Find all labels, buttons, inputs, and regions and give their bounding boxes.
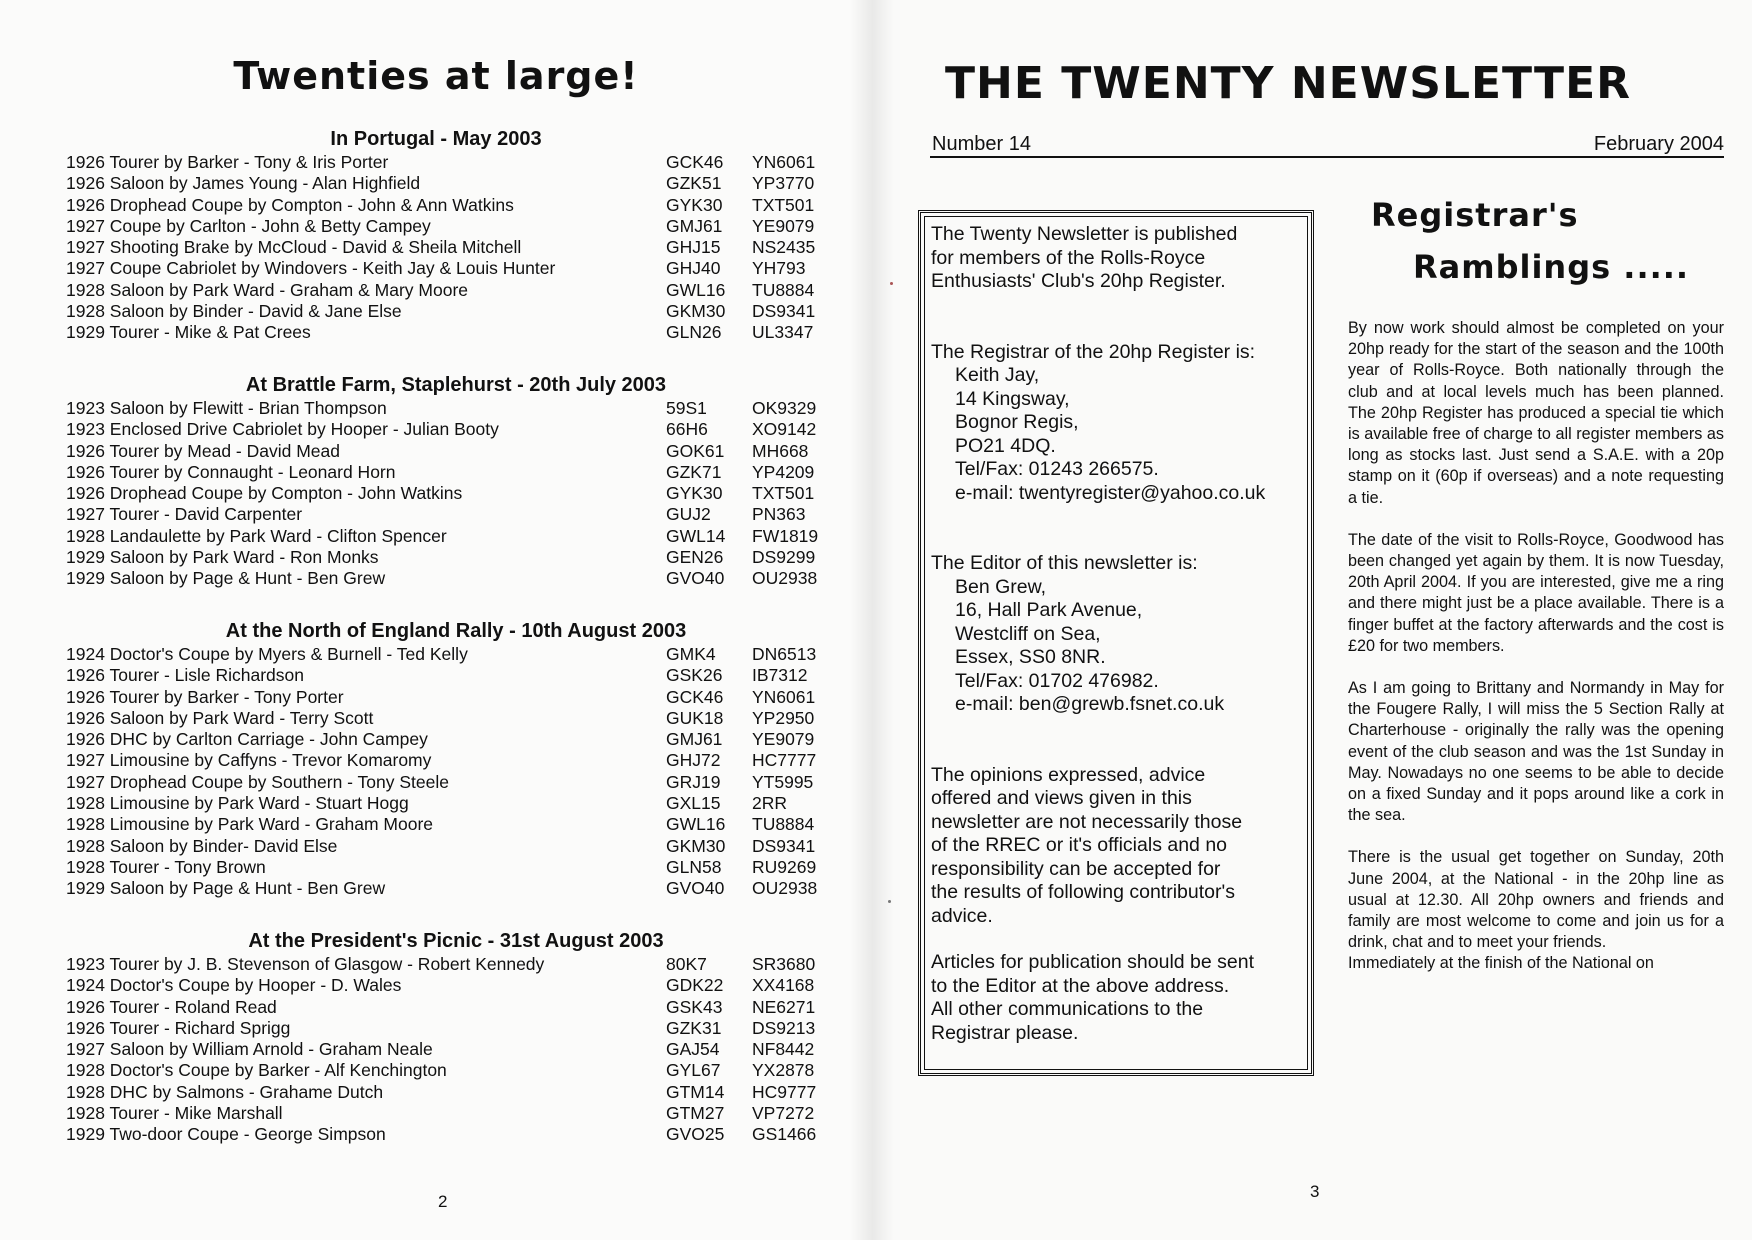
chassis-number: GLN26	[666, 322, 722, 343]
chassis-number: GMK4	[666, 644, 716, 664]
table-row	[66, 997, 846, 1018]
chassis-number: GHJ72	[666, 750, 721, 771]
chassis-number: GYK30	[666, 194, 723, 215]
table-row	[66, 687, 846, 708]
car-description: 1926 Tourer by Connaught - Leonard Horn	[66, 461, 396, 482]
table-row	[66, 216, 846, 237]
table-row	[66, 729, 846, 750]
registration-number: VP7272	[752, 1103, 815, 1124]
car-description: 1924 Doctor's Coupe by Hooper - D. Wales	[66, 975, 402, 996]
table-row	[66, 708, 846, 729]
table-row	[66, 419, 846, 440]
text-line: for members of the Rolls-Royce	[931, 246, 1206, 269]
car-description: 1928 DHC by Salmons - Grahame Dutch	[66, 1081, 384, 1102]
registration-number: HC7777	[752, 750, 817, 771]
registration-number: TU8884	[752, 279, 815, 300]
text-line: e-mail: twentyregister@yahoo.co.uk	[955, 481, 1266, 504]
table-row	[66, 504, 846, 525]
ramblings-paragraph: The date of the visit to Rolls-Royce, Goodwood has been changed yet again by them. It is now Tuesday, 20th April 2004. If you are interested, give me a ring and there might just be a place available. There is a finger buffet at the factory afterwards and the cost is £20 for two members.	[1348, 530, 1724, 655]
section-title: At Brattle Farm, Staplehurst - 20th July 2003	[245, 374, 667, 396]
registration-number: NS2435	[752, 237, 816, 258]
scan-speck	[888, 900, 891, 903]
chassis-number: GVO25	[666, 1124, 725, 1145]
chassis-number: GCK46	[666, 152, 724, 172]
registration-number: FW1819	[752, 525, 819, 546]
chassis-number: GRJ19	[666, 771, 721, 792]
car-description: 1926 Tourer - Lisle Richardson	[66, 665, 305, 686]
car-description: 1928 Doctor's Coupe by Barker - Alf Kenchington	[66, 1060, 447, 1081]
registration-number: YP4209	[752, 461, 815, 482]
registration-number: 2RR	[752, 793, 788, 814]
issue-line	[930, 132, 1724, 158]
table-row	[66, 195, 846, 216]
car-description: 1928 Saloon by Park Ward - Graham & Mary Moore	[66, 279, 469, 300]
car-description: 1929 Saloon by Page & Hunt - Ben Grew	[66, 878, 386, 899]
chassis-number: GMJ61	[666, 215, 723, 236]
text-line: 14 Kingsway,	[955, 387, 1070, 410]
table-row	[66, 547, 846, 568]
text-line: Ben Grew,	[955, 575, 1047, 598]
registration-number: DS9213	[752, 1017, 816, 1038]
registrar-heading: The Registrar of the 20hp Register is:	[931, 340, 1256, 363]
registration-number: OK9329	[752, 398, 817, 418]
registration-number: YT5995	[752, 771, 814, 792]
car-description: 1927 Saloon by William Arnold - Graham Neale	[66, 1039, 433, 1060]
table-row	[66, 1103, 846, 1124]
text-line: PO21 4DQ.	[955, 434, 1056, 457]
car-description: 1926 Tourer - Roland Read	[66, 996, 277, 1017]
registration-number: YH793	[752, 258, 806, 279]
table-row	[66, 1060, 846, 1081]
car-description: 1926 Drophead Coupe by Compton - John Watkins	[66, 483, 463, 504]
articles-paragraph	[931, 951, 1311, 1045]
car-description: 1926 Drophead Coupe by Compton - John & Ann Watkins	[66, 194, 514, 215]
chassis-number: GSK43	[666, 996, 723, 1017]
registration-number: TU8884	[752, 814, 815, 835]
registration-number: DN6513	[752, 644, 817, 664]
chassis-number: GUK18	[666, 707, 724, 728]
table-row	[66, 793, 846, 814]
chassis-number: 66H6	[666, 419, 708, 440]
car-description: 1927 Coupe Cabriolet by Windovers - Keith Jay & Louis Hunter	[66, 258, 556, 279]
table-row	[66, 1039, 846, 1060]
ramblings-paragraph: Immediately at the finish of the National on	[1348, 954, 1654, 973]
editor-address	[931, 576, 1311, 717]
table-row	[66, 1082, 846, 1103]
registration-number: DS9341	[752, 835, 816, 856]
chassis-number: GKM30	[666, 301, 726, 322]
table-row	[66, 301, 846, 322]
text-line: to the Editor at the above address.	[931, 974, 1230, 997]
registration-number: RU9269	[752, 856, 817, 877]
chassis-number: GVO40	[666, 878, 725, 899]
registration-number: YN6061	[752, 152, 816, 172]
table-row	[66, 173, 846, 194]
car-description: 1928 Tourer - Tony Brown	[66, 856, 266, 877]
registration-number: XX4168	[752, 975, 815, 996]
chassis-number: 59S1	[666, 398, 707, 418]
editor-heading: The Editor of this newsletter is:	[931, 552, 1198, 574]
car-description: 1929 Saloon by Page & Hunt - Ben Grew	[66, 568, 386, 589]
page-number: 2	[438, 1192, 448, 1211]
chassis-number: GWL16	[666, 814, 726, 835]
chassis-number: GZK31	[666, 1017, 722, 1038]
table-row	[66, 568, 846, 589]
car-description: 1929 Two-door Coupe - George Simpson	[66, 1124, 386, 1145]
registration-number: OU2938	[752, 878, 818, 899]
section-presidents-picnic	[66, 928, 846, 1146]
text-line: 16, Hall Park Avenue,	[955, 599, 1143, 621]
table-row	[66, 462, 846, 483]
text-line: of the RREC or it's officials and no	[931, 834, 1228, 856]
registration-number: YX2878	[752, 1060, 815, 1081]
registration-number: MH668	[752, 440, 809, 461]
text-line: the results of following contributor's	[931, 881, 1235, 903]
text-line: Tel/Fax: 01243 266575.	[955, 458, 1159, 480]
chassis-number: GCK46	[666, 686, 724, 707]
car-description: 1926 Tourer by Mead - David Mead	[66, 440, 340, 461]
chassis-number: GEN26	[666, 547, 724, 568]
page-title: Twenties at large!	[233, 54, 639, 98]
chassis-number: GVO40	[666, 568, 725, 589]
text-line: Enthusiasts' Club's 20hp Register.	[931, 270, 1226, 292]
registration-number: PN363	[752, 504, 806, 525]
car-description: 1923 Enclosed Drive Cabriolet by Hooper - Julian Booty	[66, 419, 499, 440]
text-line: Tel/Fax: 01702 476982.	[955, 669, 1159, 692]
registration-number: YP2950	[752, 707, 815, 728]
section-brattle-farm	[66, 372, 846, 590]
registration-number: TXT501	[752, 194, 815, 215]
text-line: advice.	[931, 904, 993, 927]
car-description: 1926 Saloon by James Young - Alan Highfield	[66, 173, 421, 194]
chassis-number: GZK71	[666, 461, 722, 482]
car-description: 1928 Saloon by Binder- David Else	[66, 835, 338, 856]
scan-speck	[890, 282, 893, 285]
chassis-number: GDK22	[666, 975, 724, 996]
registration-number: YP3770	[752, 173, 815, 194]
text-line: Westcliff on Sea,	[955, 622, 1101, 645]
car-description: 1926 Tourer by Barker - Tony & Iris Porter	[66, 152, 389, 172]
section-portugal	[66, 126, 846, 344]
text-line: Registrar please.	[931, 1021, 1079, 1044]
car-description: 1923 Saloon by Flewitt - Brian Thompson	[66, 398, 387, 418]
registration-number: YE9079	[752, 215, 815, 236]
intro-paragraph	[931, 223, 1311, 294]
car-description: 1923 Tourer by J. B. Stevenson of Glasgow - Robert Kennedy	[66, 954, 545, 974]
car-description: 1926 DHC by Carlton Carriage - John Campey	[66, 729, 428, 750]
table-row	[66, 644, 846, 665]
section-title: At the North of England Rally - 10th August 2003	[225, 620, 687, 642]
chassis-number: GTM14	[666, 1081, 725, 1102]
car-description: 1927 Coupe by Carlton - John & Betty Campey	[66, 215, 431, 236]
table-row	[66, 772, 846, 793]
table-row	[66, 280, 846, 301]
registration-number: YN6061	[752, 686, 816, 707]
table-row	[66, 152, 846, 173]
car-description: 1926 Saloon by Park Ward - Terry Scott	[66, 707, 374, 728]
car-description: 1927 Shooting Brake by McCloud - David & Sheila Mitchell	[66, 237, 522, 258]
section-north-england-rally	[66, 618, 846, 900]
registration-number: DS9341	[752, 301, 816, 322]
chassis-number: GWL16	[666, 279, 726, 300]
newsletter-title: THE TWENTY NEWSLETTER	[945, 58, 1632, 109]
table-row	[66, 975, 846, 996]
car-description: 1926 Tourer by Barker - Tony Porter	[66, 686, 344, 707]
table-row	[66, 526, 846, 547]
car-description: 1927 Tourer - David Carpenter	[66, 504, 303, 525]
chassis-number: GAJ54	[666, 1039, 720, 1060]
disclaimer-paragraph	[931, 764, 1311, 929]
text-line: The Twenty Newsletter is published	[931, 223, 1238, 245]
table-row	[66, 398, 846, 419]
ramblings-paragraph: There is the usual get together on Sunday, 20th June 2004, at the National - in the 20hp line as usual at 12.30. All 20hp owners and friends and family are most welcome to come and join us for a drink, chat and to meet your friends.	[1348, 848, 1724, 952]
table-row	[66, 878, 846, 899]
registration-number: NE6271	[752, 996, 816, 1017]
chassis-number: GHJ40	[666, 258, 721, 279]
chassis-number: GSK26	[666, 665, 723, 686]
table-row	[66, 665, 846, 686]
page-gutter	[850, 0, 894, 1240]
table-row	[66, 258, 846, 279]
car-description: 1927 Limousine by Caffyns - Trevor Komaromy	[66, 750, 432, 771]
chassis-number: GXL15	[666, 793, 721, 814]
issue-date: February 2004	[1593, 133, 1724, 155]
chassis-number: GKM30	[666, 835, 726, 856]
car-description: 1928 Saloon by Binder - David & Jane Else	[66, 301, 402, 322]
chassis-number: GUJ2	[666, 504, 711, 525]
ramblings-body	[1348, 318, 1724, 975]
text-line: responsibility can be accepted for	[931, 857, 1221, 880]
table-row	[66, 836, 846, 857]
car-description: 1928 Limousine by Park Ward - Stuart Hogg	[66, 793, 409, 814]
table-row	[66, 814, 846, 835]
text-line: Essex, SS0 8NR.	[955, 646, 1106, 668]
registration-number: OU2938	[752, 568, 818, 589]
registration-number: SR3680	[752, 954, 816, 974]
car-description: 1926 Tourer - Richard Sprigg	[66, 1017, 291, 1038]
text-line: offered and views given in this	[931, 787, 1192, 809]
ramblings-title: Ramblings .....	[1413, 248, 1690, 286]
registration-number: IB7312	[752, 665, 808, 686]
text-line: e-mail: ben@grewb.fsnet.co.uk	[955, 693, 1225, 715]
ramblings-paragraph: By now work should almost be completed on your 20hp ready for the start of the season and the 100th year of Rolls-Royce. Both nationally through the club and at local levels much has been planned. The 20hp Register has produced a special tie which is available free of charge to all register members as long as stocks last. Just send a S.A.E. with a 20p stamp on it (60p if overseas) and a note requesting a tie.	[1348, 319, 1724, 507]
ramblings-paragraph: As I am going to Brittany and Normandy in May for the Fougere Rally, I will miss the 5 Section Rally at Charterhouse - originally the rally was the opening event of the club season and was the 1st Sunday in May. Nowadays no one seems to be able to decide on a fixed Sunday and it pops around like a cork in the sea.	[1348, 679, 1724, 825]
registration-number: TXT501	[752, 483, 815, 504]
text-line: Keith Jay,	[955, 364, 1040, 386]
chassis-number: GLN58	[666, 856, 722, 877]
registrar-address	[931, 364, 1311, 505]
text-line: Articles for publication should be sent	[931, 951, 1255, 973]
registration-number: UL3347	[752, 322, 814, 343]
chassis-number: GZK51	[666, 173, 722, 194]
table-row	[66, 483, 846, 504]
text-line: Bognor Regis,	[955, 411, 1079, 433]
chassis-number: GOK61	[666, 440, 725, 461]
car-description: 1927 Drophead Coupe by Southern - Tony Steele	[66, 771, 450, 792]
registration-number: DS9299	[752, 547, 816, 568]
chassis-number: GYK30	[666, 483, 723, 504]
table-row	[66, 750, 846, 771]
text-line: The opinions expressed, advice	[931, 763, 1206, 786]
chassis-number: 80K7	[666, 954, 707, 974]
chassis-number: GYL67	[666, 1060, 721, 1081]
issue-number: Number 14	[932, 133, 1031, 155]
page-number: 3	[1310, 1182, 1320, 1201]
table-row	[66, 1018, 846, 1039]
car-description: 1928 Landaulette by Park Ward - Clifton Spencer	[66, 525, 447, 546]
table-row	[66, 237, 846, 258]
car-description: 1924 Doctor's Coupe by Myers & Burnell - Ted Kelly	[66, 644, 468, 664]
table-row	[66, 1124, 846, 1145]
ramblings-title: Registrar's	[1371, 196, 1579, 234]
car-description: 1928 Limousine by Park Ward - Graham Moore	[66, 814, 434, 835]
table-row	[66, 441, 846, 462]
registration-number: XO9142	[752, 419, 817, 440]
registration-number: HC9777	[752, 1081, 817, 1102]
chassis-number: GMJ61	[666, 729, 723, 750]
table-row	[66, 954, 846, 975]
chassis-number: GHJ15	[666, 237, 721, 258]
registration-number: YE9079	[752, 729, 815, 750]
section-title: At the President's Picnic - 31st August 2003	[248, 930, 664, 952]
info-box	[918, 210, 1314, 1076]
car-description: 1928 Tourer - Mike Marshall	[66, 1103, 283, 1124]
registration-number: NF8442	[752, 1039, 815, 1060]
text-line: newsletter are not necessarily those	[931, 810, 1243, 833]
registration-number: GS1466	[752, 1124, 817, 1145]
chassis-number: GWL14	[666, 525, 726, 546]
car-description: 1929 Saloon by Park Ward - Ron Monks	[66, 547, 379, 568]
chassis-number: GTM27	[666, 1103, 725, 1124]
text-line: All other communications to the	[931, 998, 1204, 1020]
table-row	[66, 857, 846, 878]
section-title: In Portugal - May 2003	[330, 128, 542, 150]
car-description: 1929 Tourer - Mike & Pat Crees	[66, 322, 311, 343]
table-row	[66, 322, 846, 343]
